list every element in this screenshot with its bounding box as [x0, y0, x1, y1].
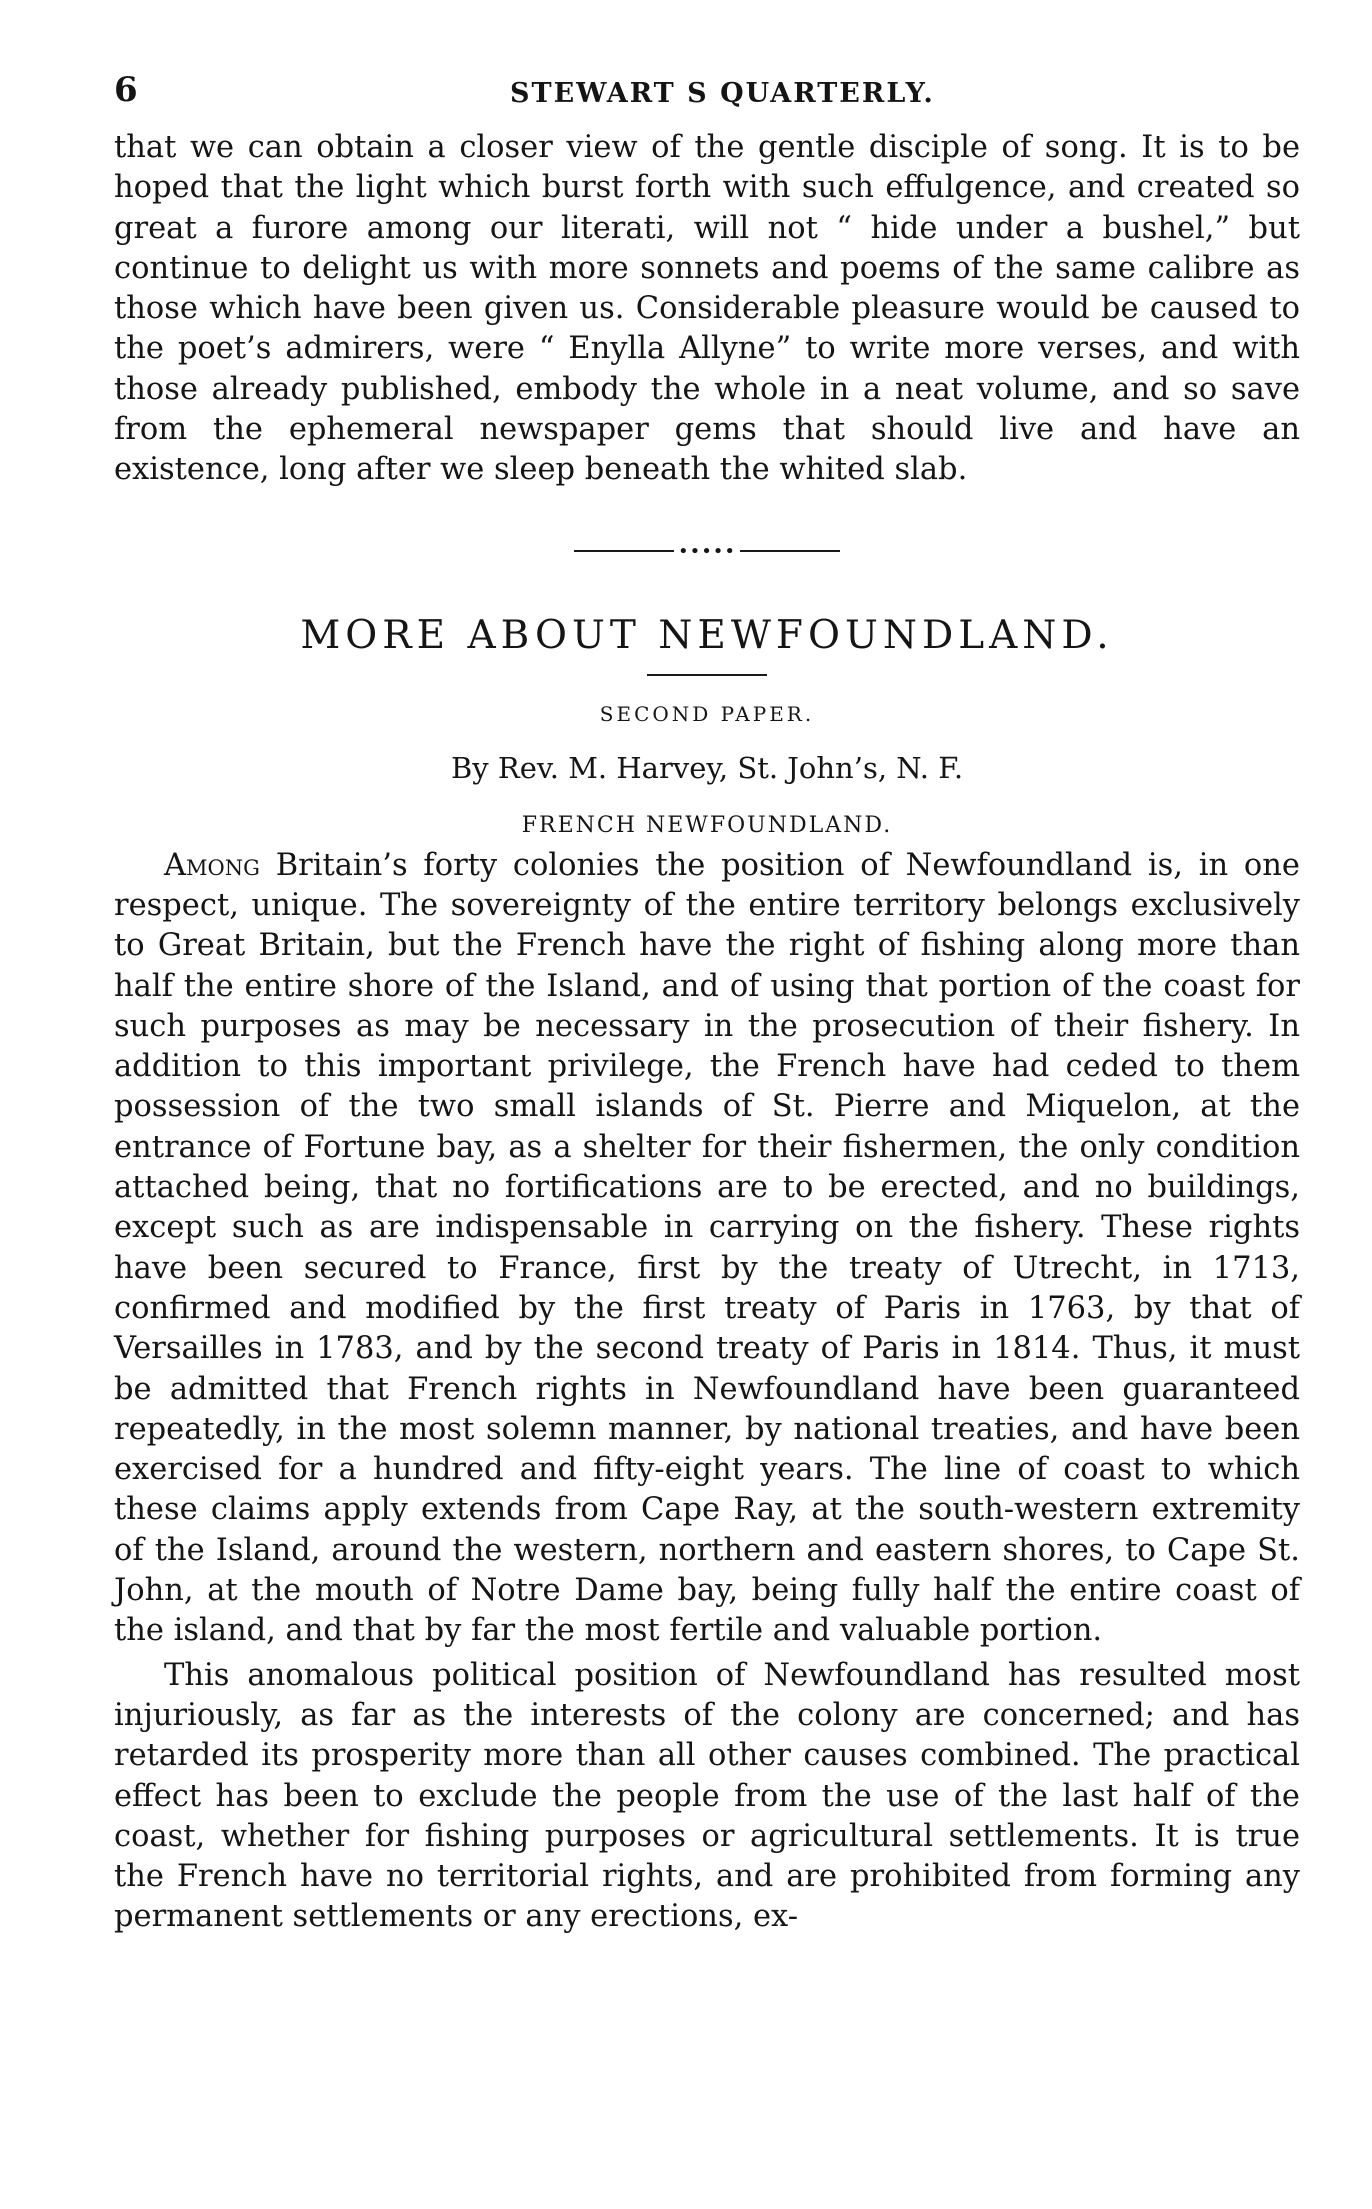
paragraph-lead-word: Among — [164, 847, 260, 883]
section-heading: FRENCH NEWFOUNDLAND. — [521, 812, 893, 838]
page-number: 6 — [114, 70, 140, 110]
article-byline: By Rev. M. Harvey, St. John’s, N. F. — [450, 750, 964, 785]
ornament-line-left — [574, 550, 674, 552]
ornament-dots: ••••• — [677, 540, 737, 562]
article-paragraph-1 — [114, 846, 1300, 1652]
ornament-line-right — [740, 550, 840, 552]
title-rule — [647, 674, 767, 676]
running-head — [114, 70, 1300, 110]
paragraph-1-text: Britain’s forty colonies the position of Newfoundland is, in one respect, unique. The sovereignty of the entire territory belongs exclusively to Great Britain, but the French have the right of fishing along more than half the entire shore of the Island, and of using that portion of the coast for such purposes as may be necessary in the prosecution of their fishery. In addition to this important privilege, the French have had ceded to them possession of the two small islands of St. Pierre and Miquelon, at the entrance of Fortune bay, as a shelter for their fishermen, the only condition attached being, that no fortifications are to be erected, and no buildings, except such as are indispensable in carrying on the fishery. These rights have been secured to France, first by the treaty of Utrecht, in 1713, confirmed and modified by the first treaty of Paris in 1763, by that of Versailles in 1783, and by the second treaty of Paris in 1814. Thus, it must be admitted that French rights in Newfoundland have been guaranteed repeatedly, in the most solemn manner, by national treaties, and have been exercised for a hundred and fifty-eight years. The line of coast to which these claims apply extends from Cape Ray, at the south-western extremity of the Island, around the western, northern and eastern shores, to Cape St. John, at the mouth of Notre Dame bay, being fully half the entire coast of the island, and that by far the most fertile and valuable portion. — [114, 847, 1300, 1649]
article-title: MORE ABOUT NEWFOUNDLAND. — [300, 612, 1114, 658]
article-paragraph-2: This anomalous political position of Newfoundland has resulted most injuriously, as far as the interests of the colony are concerned; and has retarded its prosperity more than all other causes combined. The practical effect has been to exclude the people from the use of the last half of the coast, whether for fishing purposes or agricultural settlements. It is true the French have no territorial rights, and are prohibited from forming any permanent settlements or any erections, ex- — [114, 1657, 1300, 1935]
continuation-paragraph: that we can obtain a closer view of the gentle disciple of song. It is to be hoped that the light which burst forth with such effulgence, and created so great a furore among our literati, will not “ hide under a bushel,” but continue to delight us with more sonnets and poems of the same calibre as those which have been given us. Considerable pleasure would be caused to the poet’s admirers, were “ Enylla Allyne” to write more verses, and with those already published, embody the whole in a neat volume, and so save from the ephemeral newspaper gems that should live and have an existence, long after we sleep beneath the whited slab. — [114, 130, 1300, 488]
section-ornament — [114, 541, 1300, 562]
article-subtitle: SECOND PAPER. — [599, 701, 815, 726]
journal-title: STEWART S QUARTERLY. — [510, 78, 935, 109]
